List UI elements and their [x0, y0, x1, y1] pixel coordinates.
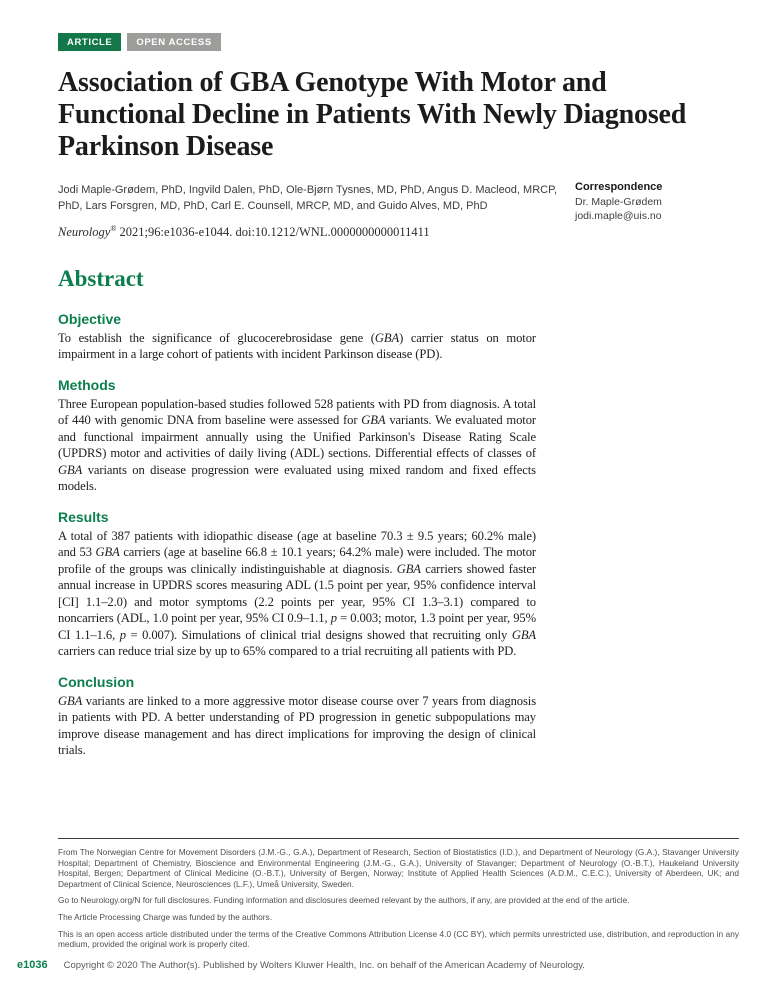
page-number: e1036	[17, 959, 48, 971]
article-content	[58, 33, 703, 759]
conclusion-text: GBA variants are linked to a more aggressive motor disease course over 7 years from diagnosis in patients with PD. A better understanding of PD progression in genetic subpopulations may improve disease management and has direct implications for improving the design of clinical trials.	[58, 693, 536, 758]
correspondence-email-link[interactable]: jodi.maple@uis.no	[575, 210, 662, 222]
license-text: This is an open access article distributed under the terms of the Creative Commons Attribution License 4.0 (CC BY), which permits unrestricted use, distribution, and reproduction in any medium, provided the original work is properly cited.	[58, 928, 739, 950]
abstract-section-objective	[58, 311, 703, 363]
page-footer-bar	[17, 959, 585, 971]
footer-notes	[58, 838, 739, 956]
results-text: A total of 387 patients with idiopathic disease (age at baseline 70.3 ± 9.5 years; 60.2% male) and 53 GBA carriers (age at baseline 66.8 ± 10.1 years; 64.2% male) were included. The motor profile of the groups was clinically indistinguishable at diagnosis. GBA carriers showed faster annual increase in UPDRS scores measuring ADL (1.5 point per year, 95% confidence interval [CI] 1.1–2.0) and motor symptoms (2.2 points per year, 95% CI 1.3–3.1) compared to noncarriers (ADL, 1.0 point per year, 95% CI 0.9–1.1, p = 0.003; motor, 1.3 point per year, 95% CI 1.1–1.6, p = 0.007). Simulations of clinical trial designs showed that recruiting only GBA carriers can reduce trial size by up to 65% compared to a trial recruiting all patients with PD.	[58, 528, 537, 659]
abstract-section-results	[58, 509, 703, 660]
objective-text: To establish the significance of glucocerebrosidase gene (GBA) carrier status on motor impairment in a large cohort of patients with incident Parkinson disease (PD).	[58, 330, 536, 362]
abstract-section-methods	[58, 377, 703, 495]
results-heading: Results	[58, 508, 109, 525]
correspondence-block	[575, 180, 662, 224]
affiliations-text: From The Norwegian Centre for Movement Disorders (J.M.-G., G.A.), Department of Research, Section of Biostatistics (I.D.), and Department of Neurology (G.A.), Stavanger University Hospital; Department of Chemistry, Bioscience and Environmental Engineering (J.M.-G., G.A.), University of Stavanger; Department of Neurology (O.-B.T.), Haukeland University Hospital, Bergen; Department of Clinical Medicine (O.-B.T.), University of Bergen, Norway; Institute of Applied Health Sciences (A.D.M., C.E.C.), University of Aberdeen, UK; and Department of Clinical Science, Neurosciences (L.F.), Umeå University, Sweden.	[58, 847, 739, 889]
objective-heading: Objective	[58, 310, 122, 327]
page-title: Association of GBA Genotype With Motor and Functional Decline in Patients With Newly Diagnosed Parkinson Disease	[58, 67, 687, 162]
abstract-section-conclusion	[58, 674, 703, 759]
correspondence-name: Dr. Maple-Grødem	[575, 195, 662, 208]
article-badge: ARTICLE	[58, 33, 121, 51]
open-access-badge: OPEN ACCESS	[127, 33, 220, 51]
article-type-badges	[58, 33, 703, 51]
disclosures-text: Go to Neurology.org/N for full disclosures. Funding information and disclosures deemed relevant by the authors, if any, are provided at the end of the article.	[58, 895, 630, 906]
abstract-heading: Abstract	[58, 265, 144, 291]
methods-text: Three European population-based studies followed 528 patients with PD from diagnosis. A total of 440 with genomic DNA from baseline were assessed for GBA variants. We evaluated motor and functional impairment annually using the Unified Parkinson's Disease Rating Scale (UPDRS) motor and activities of daily living (ADL) sections. Differential effects of classes of GBA variants on disease progression were evaluated using mixed random and fixed effects models.	[58, 396, 536, 494]
journal-citation: Neurology® 2021;96:e1036-e1044. doi:10.1212/WNL.0000000000011411	[58, 223, 430, 239]
correspondence-label: Correspondence	[575, 181, 663, 193]
copyright-text: Copyright © 2020 The Author(s). Published by Wolters Kluwer Health, Inc. on behalf of the American Academy of Neurology.	[63, 960, 585, 971]
footer-divider	[58, 838, 739, 839]
conclusion-heading: Conclusion	[58, 673, 135, 690]
authors-line: Jodi Maple-Grødem, PhD, Ingvild Dalen, PhD, Ole-Bjørn Tysnes, MD, PhD, Angus D. Macleod, MRCP, PhD, Lars Forsgren, MD, PhD, Carl E. Counsell, MRCP, MD, and Guido Alves, MD, PhD	[58, 183, 558, 213]
apc-funding-text: The Article Processing Charge was funded by the authors.	[58, 911, 272, 922]
methods-heading: Methods	[58, 376, 116, 393]
